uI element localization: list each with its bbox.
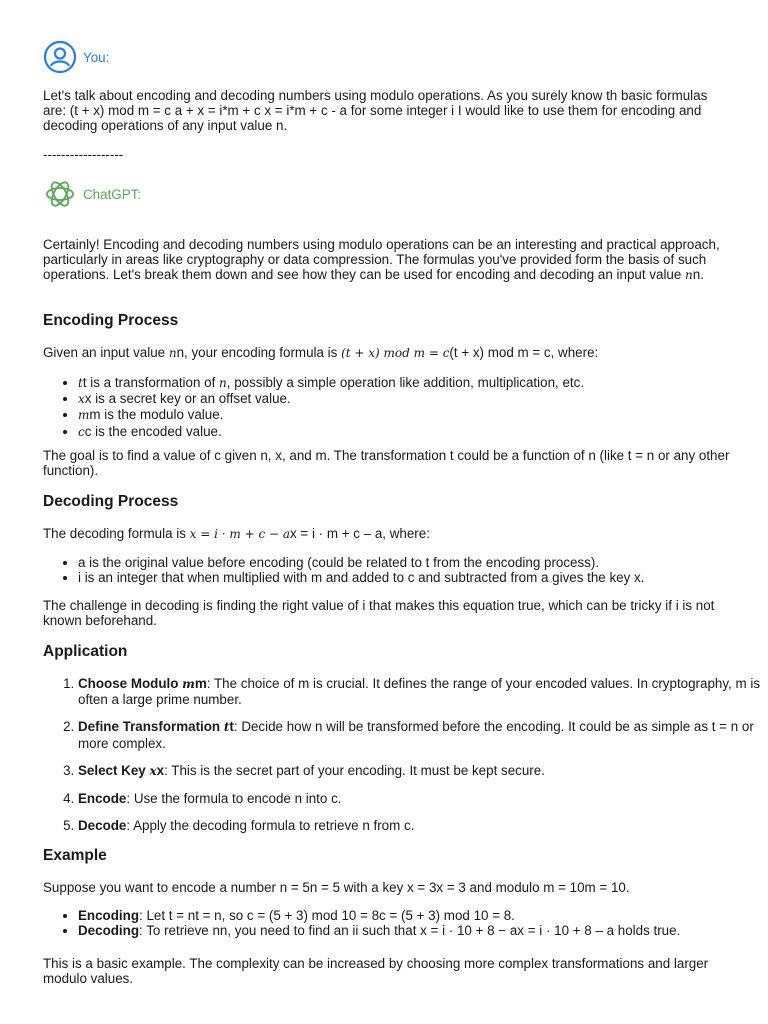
enc-p1-formula: (t + x) mod m = c — [341, 346, 450, 360]
bullet-var: n — [219, 376, 227, 390]
enc-p1-a: Given an input value — [43, 345, 166, 360]
list-item — [78, 391, 768, 407]
list-item — [78, 424, 768, 440]
example-item-title: Encoding — [78, 908, 139, 923]
example-heading: Example — [43, 847, 107, 864]
assistant-label: ChatGPT: — [83, 186, 142, 202]
bullet-text: c is the encoded value. — [84, 423, 222, 439]
bullet-text: m is the modulo value. — [89, 407, 224, 423]
example-paragraph-1: Suppose you want to encode a number n = 5n = 5 with a key x = 3x = 3 and modulo m = 10m = 10. — [43, 880, 630, 895]
list-item — [78, 375, 768, 391]
application-heading: Application — [43, 643, 128, 660]
user-message: Let's talk about encoding and decoding numbers using modulo operations. As you surely know th basic formulas are: (t + x) mod m = c a + x = i*m + c x = i*m + c - a for some integer i I would like to use them for encoding and decoding operations of any input value n. — [43, 88, 708, 134]
step-text: : Decide how n will be transformed before the encoding. It could be as simple as t = n or more complex. — [78, 719, 754, 751]
list-item — [78, 763, 768, 779]
bullet-text: x is a secret key or an offset value. — [84, 391, 291, 407]
step-text: : Apply the decoding formula to retrieve n from c. — [126, 818, 415, 834]
list-item — [78, 407, 768, 423]
step-text: : This is the secret part of your encoding. It must be kept secure. — [164, 762, 545, 778]
application-steps — [43, 676, 768, 845]
assistant-speaker — [43, 177, 141, 211]
user-speaker — [43, 40, 109, 74]
bullet-text: t is a transformation of — [82, 375, 216, 390]
intro-text: Certainly! Encoding and decoding numbers using modulo operations can be an interesting and practical approach, particularly in areas like cryptography or data compression. The formulas you've provided form the basis of such operations. Let's break them down and see how they can be used for encoding and decoding an input value — [43, 237, 720, 283]
enc-p1-b: n, your encoding formula is — [176, 345, 338, 360]
bullet-var: x — [78, 392, 85, 407]
example-paragraph-2: This is a basic example. The complexity can be increased by choosing more complex transformations and larger modulo values. — [43, 956, 709, 987]
bullet-var: c — [78, 424, 85, 439]
list-item: • a is the original value before encoding (could be related to t from the encoding process). — [78, 555, 768, 570]
step-var-plain: m — [194, 676, 207, 691]
example-item-title: Decoding — [78, 923, 140, 939]
user-label: You: — [83, 49, 110, 65]
separator: ------------------ — [43, 147, 124, 162]
dec-p1-formula: x = i · m + c − a — [189, 527, 291, 541]
step-title: Choose Modulo — [78, 676, 179, 691]
list-item: • i is an integer that when multiplied with m and added to c and subtracted from a gives the key x. — [78, 570, 768, 585]
dec-p1-a: The decoding formula is — [43, 526, 186, 541]
decoding-paragraph-1 — [43, 526, 733, 542]
example-list — [43, 908, 768, 938]
list-item — [78, 676, 768, 707]
assistant-intro — [43, 237, 733, 284]
step-text: : The choice of m is crucial. It defines the range of your encoded values. In cryptography, m is often a large prime number. — [78, 676, 761, 708]
intro-var: n — [685, 268, 693, 283]
chatgpt-logo-icon — [43, 177, 77, 211]
step-var-plain: x — [156, 762, 165, 778]
encoding-paragraph-2: The goal is to find a value of c given n, x, and m. The transformation t could be a function of n (like t = n or any other function). — [43, 448, 730, 479]
decoding-variable-list — [43, 555, 768, 585]
list-item — [78, 908, 768, 923]
intro-var-plain: n. — [692, 267, 704, 283]
enc-p1-c: (t + x) mod m = c, where: — [449, 345, 599, 360]
list-item — [78, 791, 768, 806]
step-var: m — [182, 677, 195, 691]
encoding-heading: Encoding Process — [43, 312, 179, 329]
user-avatar-icon — [43, 40, 77, 74]
list-item — [78, 719, 768, 750]
step-title: Select Key — [78, 762, 146, 778]
bullet-var: m — [78, 408, 90, 423]
dec-p1-b: x = i · m + c – a, where: — [290, 526, 430, 541]
step-var-plain: t — [229, 719, 234, 735]
list-item — [78, 818, 768, 833]
step-var: t — [223, 720, 230, 735]
decoding-heading: Decoding Process — [43, 493, 179, 510]
encoding-variable-list — [43, 375, 768, 440]
step-title: Decode — [78, 818, 127, 834]
decoding-paragraph-2: The challenge in decoding is finding the right value of i that makes this equation true, which can be tricky if i is not known beforehand. — [43, 598, 715, 629]
encoding-paragraph-1 — [43, 345, 733, 361]
step-title: Define Transformation — [78, 719, 221, 735]
bullet-var: t — [78, 376, 83, 390]
enc-p1-var: n — [168, 346, 177, 360]
step-var: x — [149, 763, 157, 778]
bullet-text: , possibly a simple operation like addition, multiplication, etc. — [226, 375, 585, 390]
step-text: : Use the formula to encode n into c. — [126, 791, 342, 807]
step-title: Encode — [78, 791, 127, 807]
example-item-text: : Let t = nt = n, so c = (5 + 3) mod 10 = 8c = (5 + 3) mod 10 = 8. — [139, 908, 515, 923]
example-item-text: : To retrieve nn, you need to find an ii such that x = i · 10 + 8 − ax = i · 10 + 8 – a holds true. — [139, 923, 681, 939]
list-item — [78, 923, 768, 938]
